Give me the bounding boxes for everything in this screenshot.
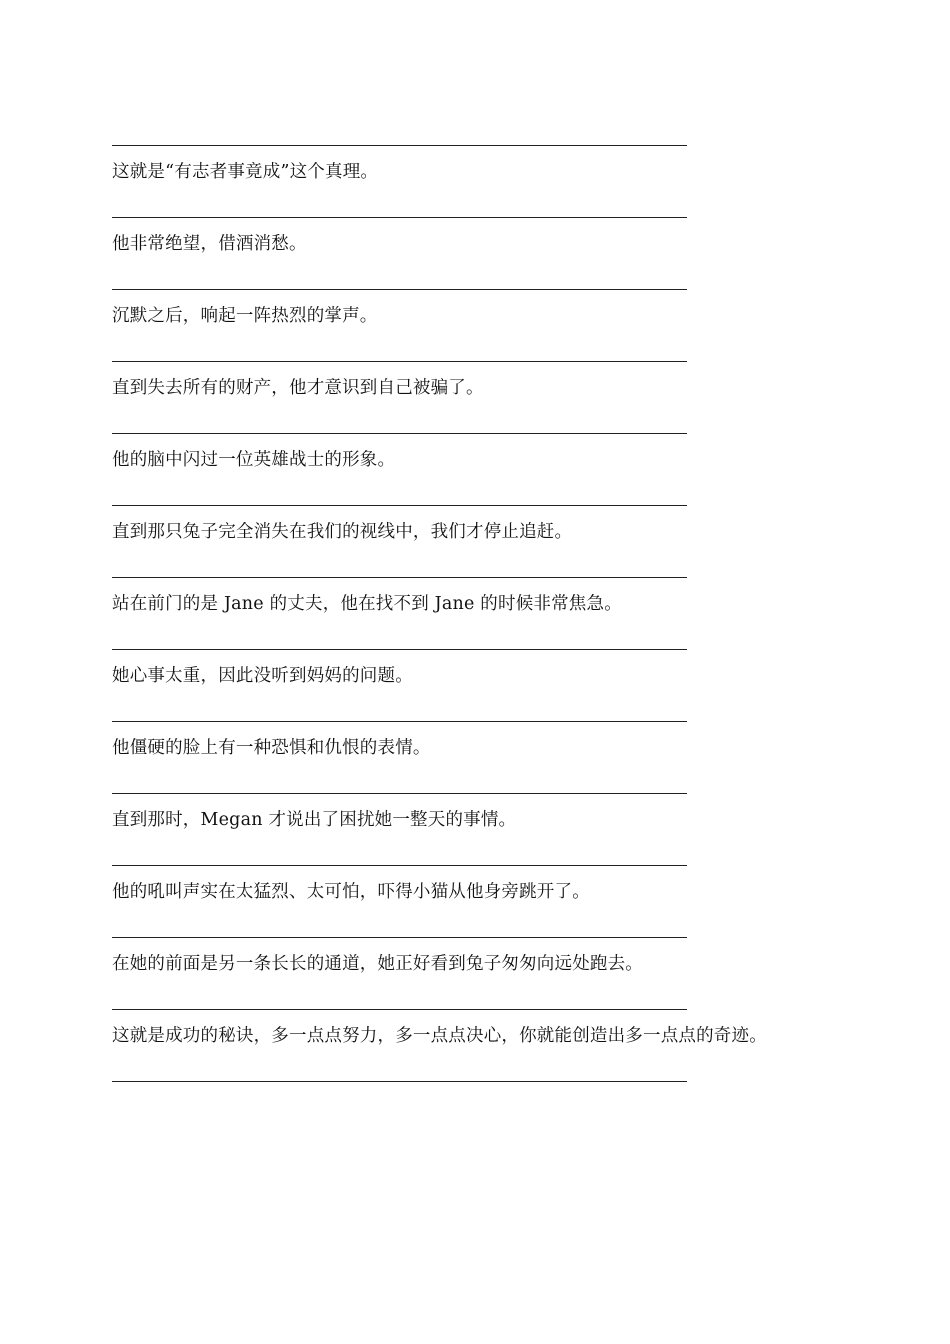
sentence-7: 站在前门的是 Jane 的丈夫，他在找不到 Jane 的时候非常焦急。 xyxy=(112,594,622,614)
sentence-13: 这就是成功的秘诀，多一点点努力，多一点点决心，你就能创造出多一点点的奇迹。 xyxy=(112,1026,767,1046)
answer-line[interactable] xyxy=(112,702,687,722)
answer-line[interactable] xyxy=(112,558,687,578)
sentence-2: 他非常绝望，借酒消愁。 xyxy=(112,234,307,254)
sentence-11: 他的吼叫声实在太猛烈、太可怕，吓得小猫从他身旁跳开了。 xyxy=(112,882,590,902)
answer-line[interactable] xyxy=(112,846,687,866)
sentence-8: 她心事太重，因此没听到妈妈的问题。 xyxy=(112,666,413,686)
answer-line[interactable] xyxy=(112,486,687,506)
answer-line[interactable] xyxy=(112,630,687,650)
answer-line[interactable] xyxy=(112,342,687,362)
sentence-5: 他的脑中闪过一位英雄战士的形象。 xyxy=(112,450,396,470)
answer-line[interactable] xyxy=(112,270,687,290)
answer-line[interactable] xyxy=(112,990,687,1010)
answer-line[interactable] xyxy=(112,774,687,794)
answer-line[interactable] xyxy=(112,198,687,218)
answer-line[interactable] xyxy=(112,126,687,146)
sentence-6: 直到那只兔子完全消失在我们的视线中，我们才停止追赶。 xyxy=(112,522,573,542)
sentence-1: 这就是“有志者事竟成”这个真理。 xyxy=(112,162,379,182)
sentence-9: 他僵硬的脸上有一种恐惧和仇恨的表情。 xyxy=(112,738,431,758)
translation-exercise-list xyxy=(112,126,912,1082)
sentence-12: 在她的前面是另一条长长的通道，她正好看到兔子匆匆向远处跑去。 xyxy=(112,954,643,974)
answer-line[interactable] xyxy=(112,918,687,938)
sentence-4: 直到失去所有的财产，他才意识到自己被骗了。 xyxy=(112,378,484,398)
sentence-10: 直到那时，Megan 才说出了困扰她一整天的事情。 xyxy=(112,810,517,830)
answer-line[interactable] xyxy=(112,1062,687,1082)
answer-line[interactable] xyxy=(112,414,687,434)
sentence-3: 沉默之后，响起一阵热烈的掌声。 xyxy=(112,306,378,326)
